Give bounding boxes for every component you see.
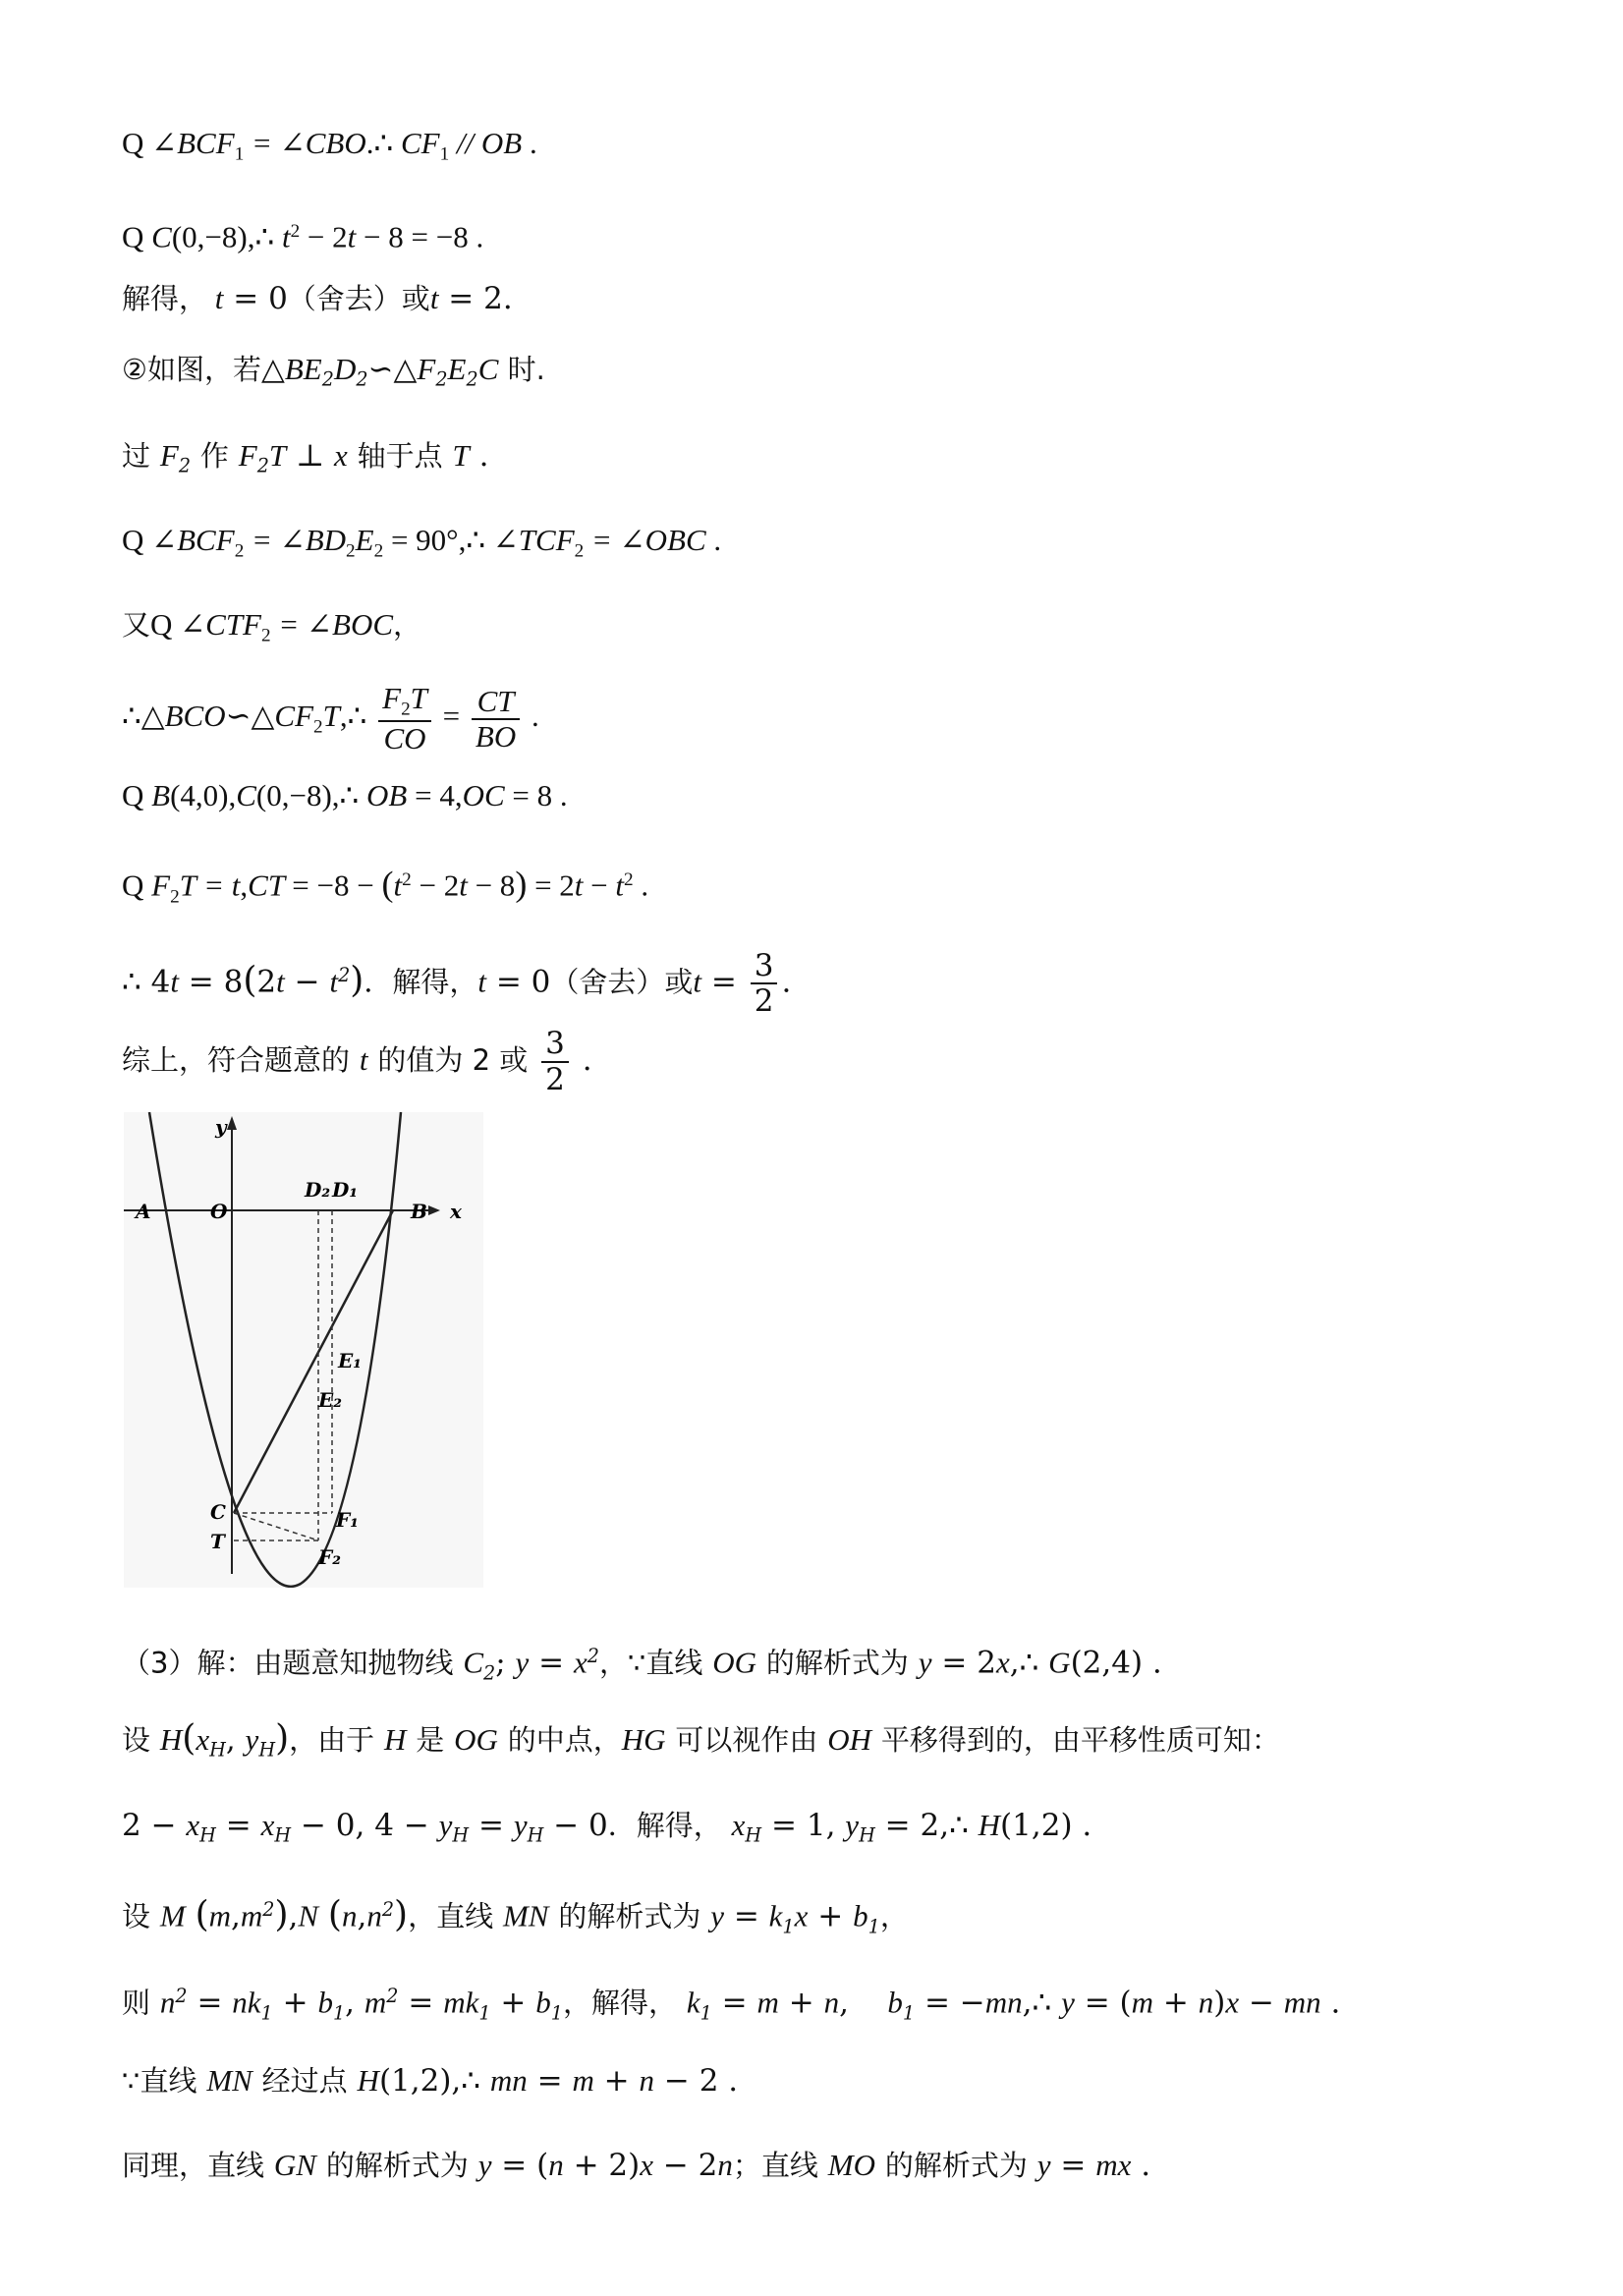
label-e2: E₂	[318, 1388, 343, 1412]
label-o: O	[210, 1200, 228, 1223]
solution-line-16: 设 M $(m,m^2),N$ $(n,n^2)$，直线 MN 的解析式为 $y = k_1x + b_1$，	[122, 1894, 909, 1938]
label-a: A	[136, 1200, 151, 1223]
solution-line-14: 设 $H(x_H$, $y_H$)，由于 H 是 OG 的中点，HG 可以视作由 OH 平移得到的，由平移性质可知：	[122, 1718, 1280, 1762]
solution-line-12: 综上，符合题意的 t 的值为 2 或 $\frac{3}{2}$ .	[122, 1026, 592, 1097]
solution-line-10: Q $F_2T = t,CT = -8 - (t^2 - 2t - 8) = 2t - t^2$ .	[122, 864, 649, 908]
label-d1: D₁	[332, 1178, 359, 1202]
solution-line-5: 过 $F_2$ 作 $F_2T$ ⊥ x 轴于点 T .	[122, 438, 489, 477]
label-b: B	[411, 1200, 427, 1223]
label-y: y	[215, 1115, 227, 1139]
label-f2: F₂	[318, 1545, 341, 1569]
label-c: C	[210, 1500, 226, 1524]
label-x: x	[450, 1200, 462, 1223]
solution-line-7: 又Q $\angle CTF_2$ = ∠BOC，	[122, 607, 422, 646]
parabola-figure	[124, 1112, 483, 1588]
solution-line-13: （3）解：由题意知抛物线 $C_2$; $y = x^2$，∵直线 OG 的解析式为 y = 2x,∴ G(2,4) .	[122, 1645, 1162, 1685]
label-d2: D₂	[305, 1178, 331, 1202]
solution-line-6: Q $\angle BCF_2$ = $\angle BD_2E_2$ = 90°,∴ $\angle TCF_2$ = ∠OBC .	[122, 523, 722, 562]
solution-line-18: ∵直线 MN 经过点 H(1,2),∴ mn = m + n − 2 .	[122, 2063, 739, 2099]
solution-line-1: Q $\angle BCF_1$ = ∠CBO.∴ $CF_1$ // OB .	[122, 126, 537, 165]
solution-line-19: 同理，直线 GN 的解析式为 y = (n + 2)x − 2n；直线 MO 的解析式为 y = mx .	[122, 2148, 1151, 2183]
solution-line-17: 则 $n^2 = nk_1 + b_1$, $m^2 = mk_1 + b_1$，解得， $k_1 = m + n$, $b_1$ = −mn,∴ y = (m + n)x − mn .	[122, 1985, 1341, 2025]
solution-line-2: Q C(0,−8),∴ $t^2 - 2t - 8 = -8$ .	[122, 219, 484, 254]
solution-line-3: 解得， t = 0（舍去）或t = 2.	[122, 281, 513, 316]
solution-line-8: $\therefore\triangle BCO∽\triangle CF_2T,\therefore$ $\frac{F_2T}{CO}$ = $\frac{CT}{BO}$ .	[122, 681, 539, 756]
label-e1: E₁	[338, 1349, 363, 1372]
solution-line-11: ∴ $4t = 8(2t - t^2)$．解得，t = 0（舍去）或t = $\frac{3}{2}$ .	[122, 947, 792, 1020]
label-f1: F₁	[336, 1508, 359, 1532]
solution-line-15: $2 - x_H = x_H - 0$, $4 - y_H = y_H - 0$．解得， $x_H = 1$, $y_H$ = 2,∴ H(1,2) .	[122, 1808, 1092, 1847]
solution-line-9: Q B(4,0),C(0,−8),∴ OB = 4,OC = 8 .	[122, 778, 568, 812]
label-t: T	[210, 1530, 225, 1553]
solution-line-4: ②如图，若$\triangle BE_2D_2∽\triangle F_2E_2C$ 时.	[122, 352, 545, 391]
